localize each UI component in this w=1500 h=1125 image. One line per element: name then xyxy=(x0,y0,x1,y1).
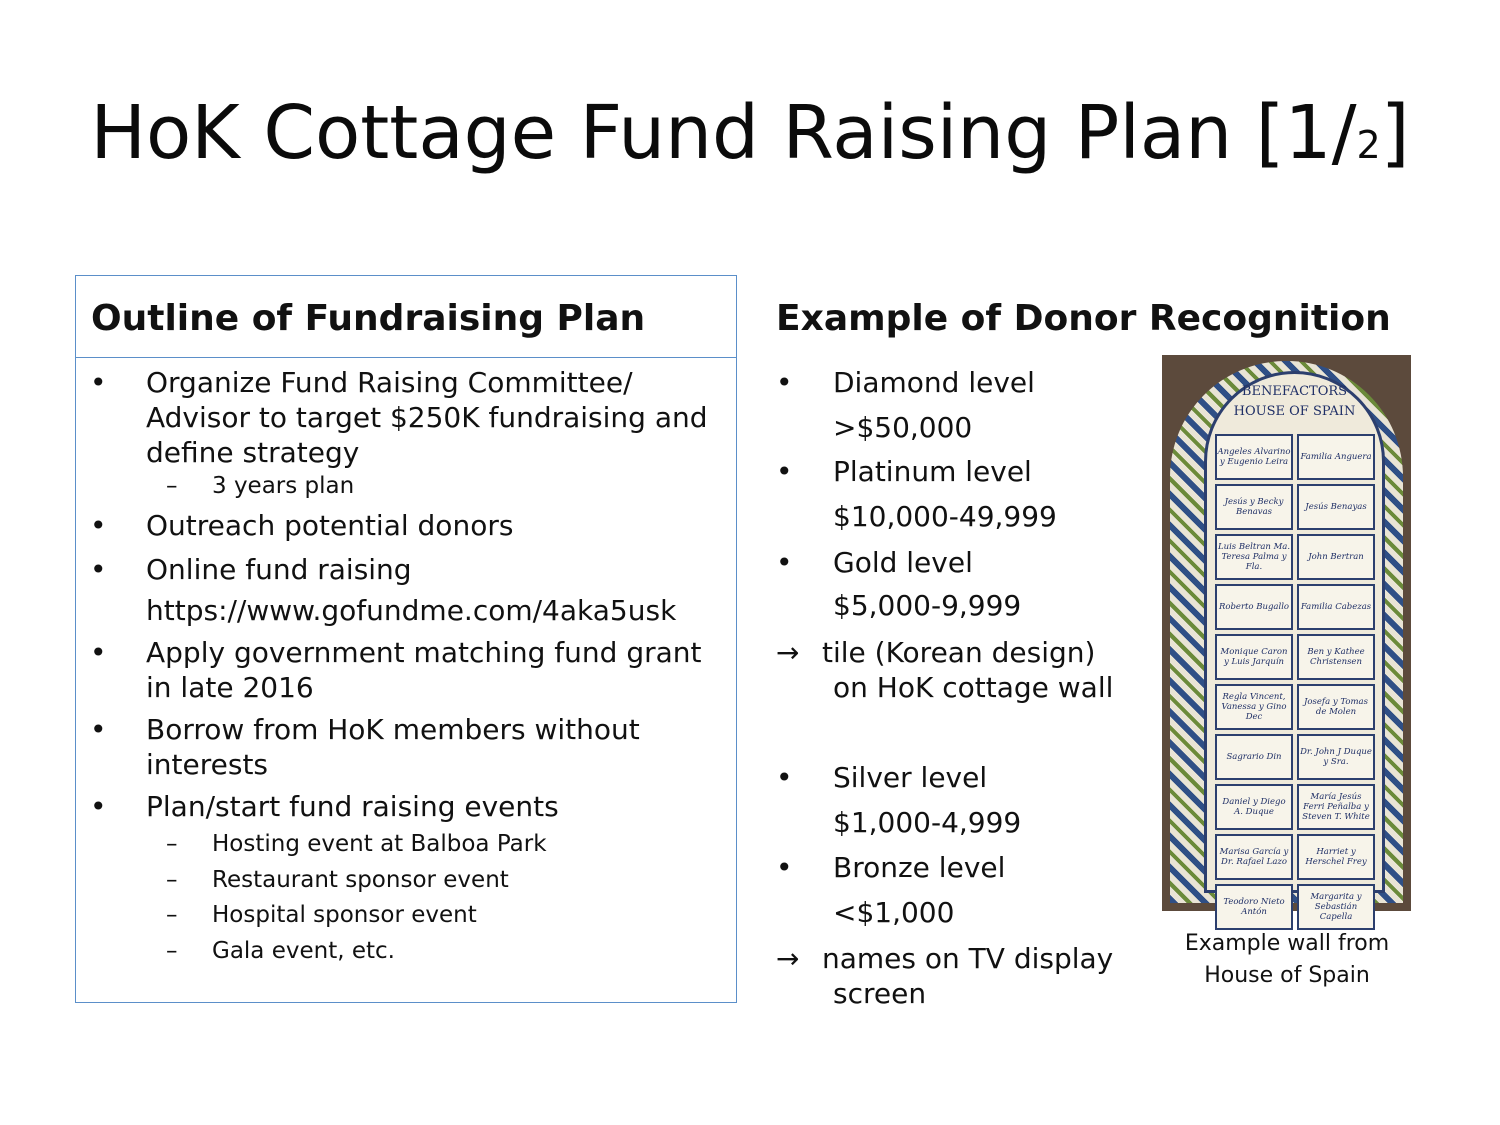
donor-tile: John Bertran xyxy=(1297,534,1375,580)
bullet-marker: • xyxy=(776,366,793,399)
tile-note-line2: on HoK cottage wall xyxy=(833,671,1114,704)
event-gala: Gala event, etc. xyxy=(212,938,395,964)
outline-heading: Outline of Fundraising Plan xyxy=(76,276,736,358)
donor-tile: Harriet y Herschel Frey xyxy=(1297,834,1375,880)
bullet-marker: • xyxy=(90,366,107,399)
donor-tile: Marisa García y Dr. Rafael Lazo xyxy=(1215,834,1293,880)
donor-tile: Ben y Kathee Christensen xyxy=(1297,634,1375,680)
donor-tile: Angeles Alvarino y Eugenio Leira xyxy=(1215,434,1293,480)
bullet-marker: • xyxy=(776,546,793,579)
diamond-level: Diamond level xyxy=(833,366,1035,399)
dash-marker: – xyxy=(166,938,178,964)
slide-title-text: HoK Cottage Fund Raising Plan [1/ xyxy=(90,90,1357,176)
bullet-marker: • xyxy=(90,790,107,823)
donor-tile: Daniel y Diego A. Duque xyxy=(1215,784,1293,830)
donor-tile: Josefa y Tomas de Molen xyxy=(1297,684,1375,730)
donor-tile: Jesús y Becky Benavas xyxy=(1215,484,1293,530)
donor-tiles-grid xyxy=(1215,434,1375,934)
diamond-amount: >$50,000 xyxy=(833,411,973,444)
donor-tile: Margarita y Sebastián Capella xyxy=(1297,884,1375,930)
bullet-marker: • xyxy=(90,553,107,586)
caption-line-2: House of Spain xyxy=(1204,963,1370,988)
outline-item-committee: Organize Fund Raising Committee/ Advisor to target $250K fundraising and define strategy xyxy=(146,366,708,469)
outline-item-borrow: Borrow from HoK members without interests xyxy=(146,713,640,781)
gold-level: Gold level xyxy=(833,546,973,579)
dash-marker: – xyxy=(166,831,178,857)
donor-tile: Luis Beltran Ma. Teresa Palma y Fla. xyxy=(1215,534,1293,580)
event-restaurant: Restaurant sponsor event xyxy=(212,867,509,893)
banner-line-benefactors: BENEFACTORS xyxy=(1241,384,1348,399)
donor-tile: Regla Vincent, Vanessa y Gino Dec xyxy=(1215,684,1293,730)
slide-title-subscript: 2 xyxy=(1356,123,1381,167)
dash-marker: – xyxy=(166,867,178,893)
tile-arch-inner xyxy=(1204,371,1385,922)
donor-tile: Dr. John J Duque y Sra. xyxy=(1297,734,1375,780)
bronze-amount: <$1,000 xyxy=(833,896,955,929)
donor-recognition-heading: Example of Donor Recognition xyxy=(776,298,1391,339)
photo-caption xyxy=(1162,928,1412,992)
bullet-marker: • xyxy=(776,851,793,884)
benefactors-wall-photo xyxy=(1162,355,1411,922)
event-hospital: Hospital sponsor event xyxy=(212,902,477,928)
outline-item-events: Plan/start fund raising events xyxy=(146,790,559,823)
bullet-marker: • xyxy=(90,636,107,669)
silver-amount: $1,000-4,999 xyxy=(833,806,1022,839)
arrow-icon: → xyxy=(776,636,800,669)
tv-note-line2: screen xyxy=(833,977,927,1010)
donor-tile: Sagrario Din xyxy=(1215,734,1293,780)
donor-tile: Jesús Benayas xyxy=(1297,484,1375,530)
platinum-level: Platinum level xyxy=(833,455,1032,488)
bullet-marker: • xyxy=(776,761,793,794)
donor-tile: María Jesús Ferri Peñalba y Steven T. White xyxy=(1297,784,1375,830)
donor-tile: Monique Caron y Luis Jarquín xyxy=(1215,634,1293,680)
tile-note: tile (Korean design) xyxy=(822,636,1096,669)
silver-level: Silver level xyxy=(833,761,988,794)
outline-subitem-3-years: 3 years plan xyxy=(212,473,355,499)
platinum-amount: $10,000-49,999 xyxy=(833,500,1057,533)
donor-tile: Familia Cabezas xyxy=(1297,584,1375,630)
outline-item-outreach: Outreach potential donors xyxy=(146,509,514,542)
bullet-marker: • xyxy=(90,713,107,746)
dash-marker: – xyxy=(166,902,178,928)
bronze-level: Bronze level xyxy=(833,851,1006,884)
arrow-icon: → xyxy=(776,942,800,975)
donor-tile: Roberto Bugallo xyxy=(1215,584,1293,630)
outline-item-grant: Apply government matching fund grant in late 2016 xyxy=(146,636,702,704)
benefactors-banner xyxy=(1217,382,1372,428)
caption-line-1: Example wall from xyxy=(1184,931,1390,956)
gold-amount: $5,000-9,999 xyxy=(833,589,1022,622)
event-balboa-park: Hosting event at Balboa Park xyxy=(212,831,547,857)
slide-title-close-bracket: ] xyxy=(1380,90,1410,176)
slide-title xyxy=(0,90,1500,176)
tile-arch-border xyxy=(1170,361,1403,922)
bullet-marker: • xyxy=(90,509,107,542)
donor-tile: Familia Anguera xyxy=(1297,434,1375,480)
gofundme-link[interactable]: https://www.gofundme.com/4aka5usk xyxy=(146,594,677,627)
tv-note: names on TV display xyxy=(822,942,1114,975)
banner-line-house-of-spain: HOUSE OF SPAIN xyxy=(1233,404,1356,419)
outline-item-online: Online fund raising xyxy=(146,553,412,586)
bullet-marker: • xyxy=(776,455,793,488)
dash-marker: – xyxy=(166,473,178,499)
donor-tile: Teodoro Nieto Antón xyxy=(1215,884,1293,930)
